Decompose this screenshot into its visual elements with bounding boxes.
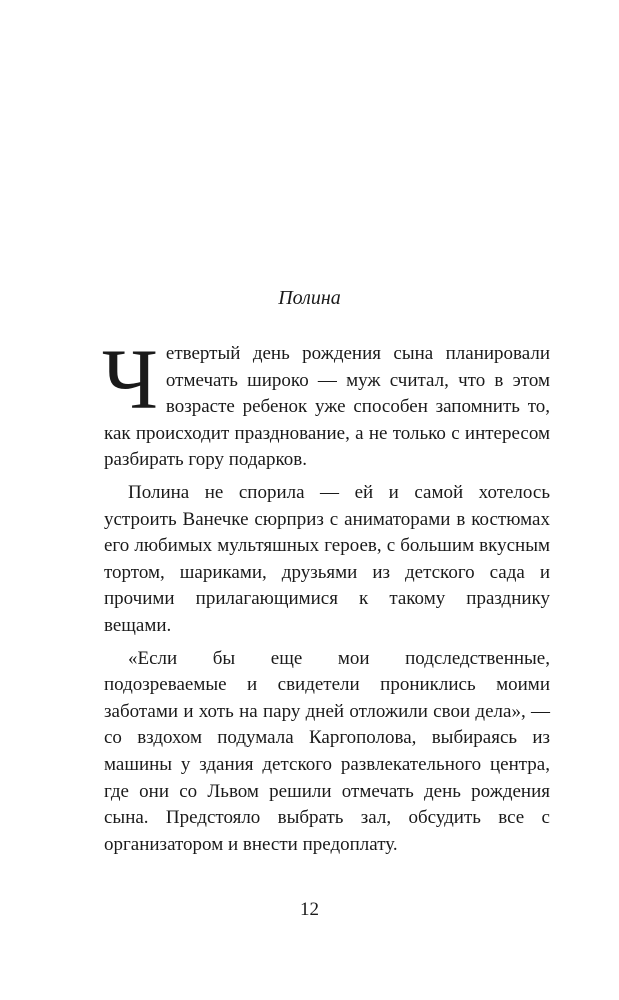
paragraph-1-text: етвертый день рождения сына планировали отмечать широко — муж считал, что в этом возрасте ребенок уже способен запомнить то, как происходит празднование, а не только с интересом разбирать гору подарков.: [104, 343, 550, 471]
paragraph-1: [102, 331, 550, 474]
paragraph-3: «Если бы еще мои подследственные, подозреваемые и свидетели прониклись моими заботами и хоть на пару дней отложили свои дела», — со вздохом подумала Каргополова, выбираясь из машины у здания детского развлекательного центра, где они со Львом решили отмечать день рождения сына. Предстояло выбрать зал, обсудить все с организатором и внести предоплату.: [104, 647, 550, 855]
paragraph-2: Полина не спорила — ей и самой хотелось устроить Ванечке сюрприз с аниматорами в костюмах его любимых мультяшных героев, с большим вкусным тортом, шариками, друзьями из детского сада и прочими прилагающимися к такому празднику вещами.: [104, 481, 550, 636]
body-text: [102, 331, 550, 858]
drop-cap: Ч: [102, 331, 158, 427]
chapter-title: Полина: [278, 287, 341, 309]
page-number: 12: [300, 899, 319, 920]
